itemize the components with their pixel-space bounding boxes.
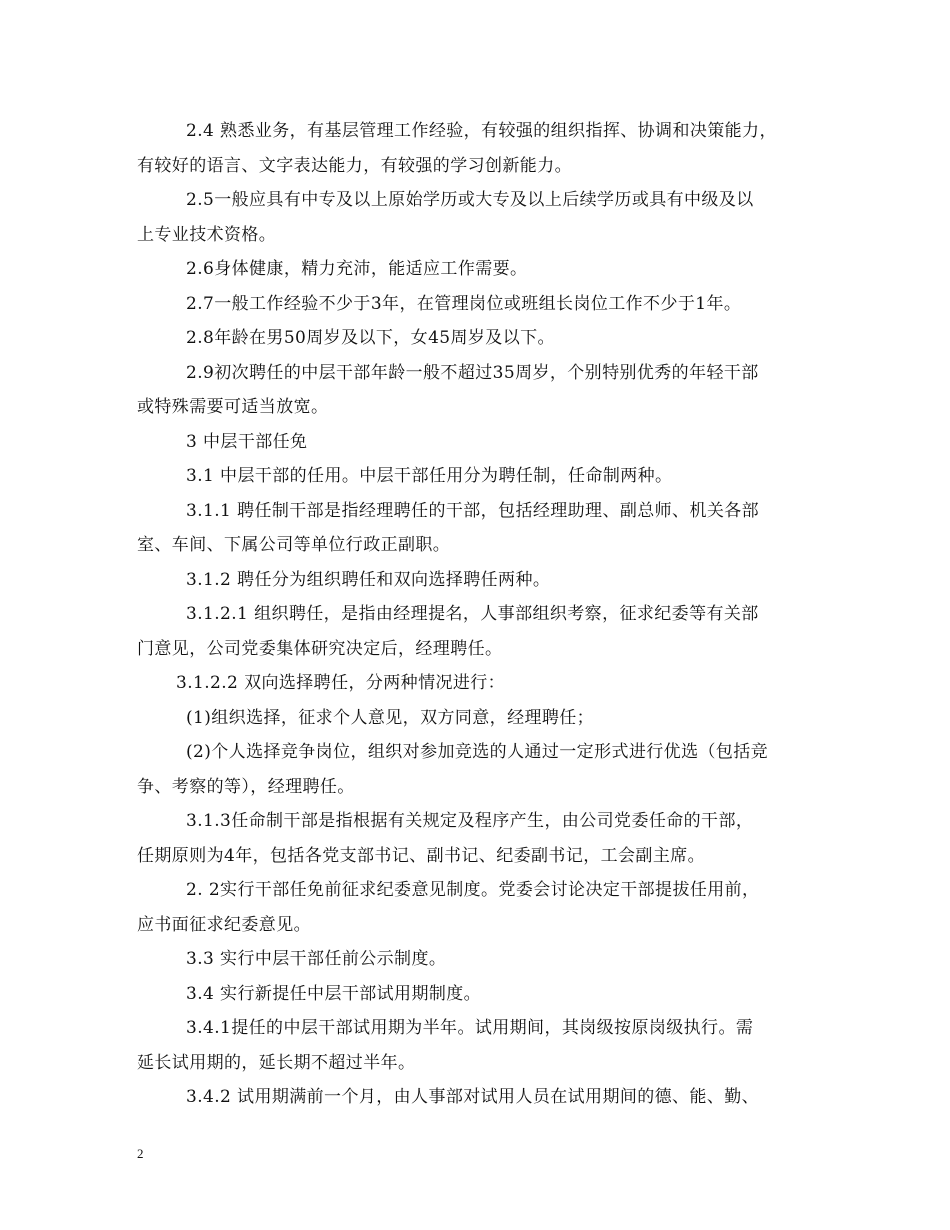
text-line: 室、车间、下属公司等单位行政正副职。 [137, 535, 451, 555]
text-line: 3.1.1 聘任制干部是指经理聘任的干部，包括经理助理、副总师、机关各部 [186, 501, 760, 521]
text-line: 应书面征求纪委意见。 [137, 915, 311, 935]
text-line: (2)个人选择竞争岗位，组织对参加竞选的人通过一定形式进行优选（包括竞 [186, 742, 769, 762]
text-line: 3.4.1提任的中层干部试用期为半年。试用期间，其岗级按原岗级执行。需 [186, 1018, 754, 1038]
text-line: 3.4.2 试用期满前一个月，由人事部对试用人员在试用期间的德、能、勤、 [186, 1087, 760, 1107]
section-heading: 3 中层干部任免 [186, 432, 308, 452]
text-line: 2.6身体健康，精力充沛，能适应工作需要。 [186, 259, 528, 279]
text-line: 或特殊需要可适当放宽。 [137, 397, 329, 417]
text-line: 3.1 中层干部的任用。中层干部任用分为聘任制，任命制两种。 [186, 466, 673, 486]
text-line: 2.9初次聘任的中层干部年龄一般不超过35周岁，个别特别优秀的年轻干部 [186, 363, 759, 383]
text-line: 延长试用期的，延长期不超过半年。 [137, 1053, 416, 1073]
text-line: 2.8年龄在男50周岁及以下，女45周岁及以下。 [186, 328, 555, 348]
text-line: 3.1.3任命制干部是指根据有关规定及程序产生，由公司党委任命的干部， [186, 811, 754, 831]
page-number: 2 [137, 1146, 144, 1161]
text-line: 门意见，公司党委集体研究决定后，经理聘任。 [137, 639, 503, 659]
text-line: 3.1.2 聘任分为组织聘任和双向选择聘任两种。 [186, 570, 551, 590]
text-line: 3.1.2.2 双向选择聘任，分两种情况进行： [176, 673, 506, 693]
text-line: 2.5一般应具有中专及以上原始学历或大专及以上后续学历或具有中级及以 [186, 190, 754, 210]
text-line: 3.4 实行新提任中层干部试用期制度。 [186, 984, 482, 1004]
text-line: 2.4 熟悉业务，有基层管理工作经验，有较强的组织指挥、协调和决策能力， [186, 121, 777, 141]
text-line: 2.7一般工作经验不少于3年，在管理岗位或班组长岗位工作不少于1年。 [186, 294, 742, 314]
text-line: 争、考察的等），经理聘任。 [137, 777, 355, 797]
text-line: 任期原则为4年，包括各党支部书记、副书记、纪委副书记，工会副主席。 [137, 846, 706, 866]
text-line: 2. 2实行干部任免前征求纪委意见制度。党委会讨论决定干部提拔任用前， [186, 880, 760, 900]
text-line: 上专业技术资格。 [137, 225, 277, 245]
text-line: (1)组织选择，征求个人意见，双方同意，经理聘任； [186, 708, 595, 728]
text-line: 有较好的语言、文字表达能力，有较强的学习创新能力。 [137, 156, 572, 176]
text-line: 3.3 实行中层干部任前公示制度。 [186, 949, 447, 969]
text-line: 3.1.2.1 组织聘任，是指由经理提名，人事部组织考察，征求纪委等有关部 [186, 604, 759, 624]
